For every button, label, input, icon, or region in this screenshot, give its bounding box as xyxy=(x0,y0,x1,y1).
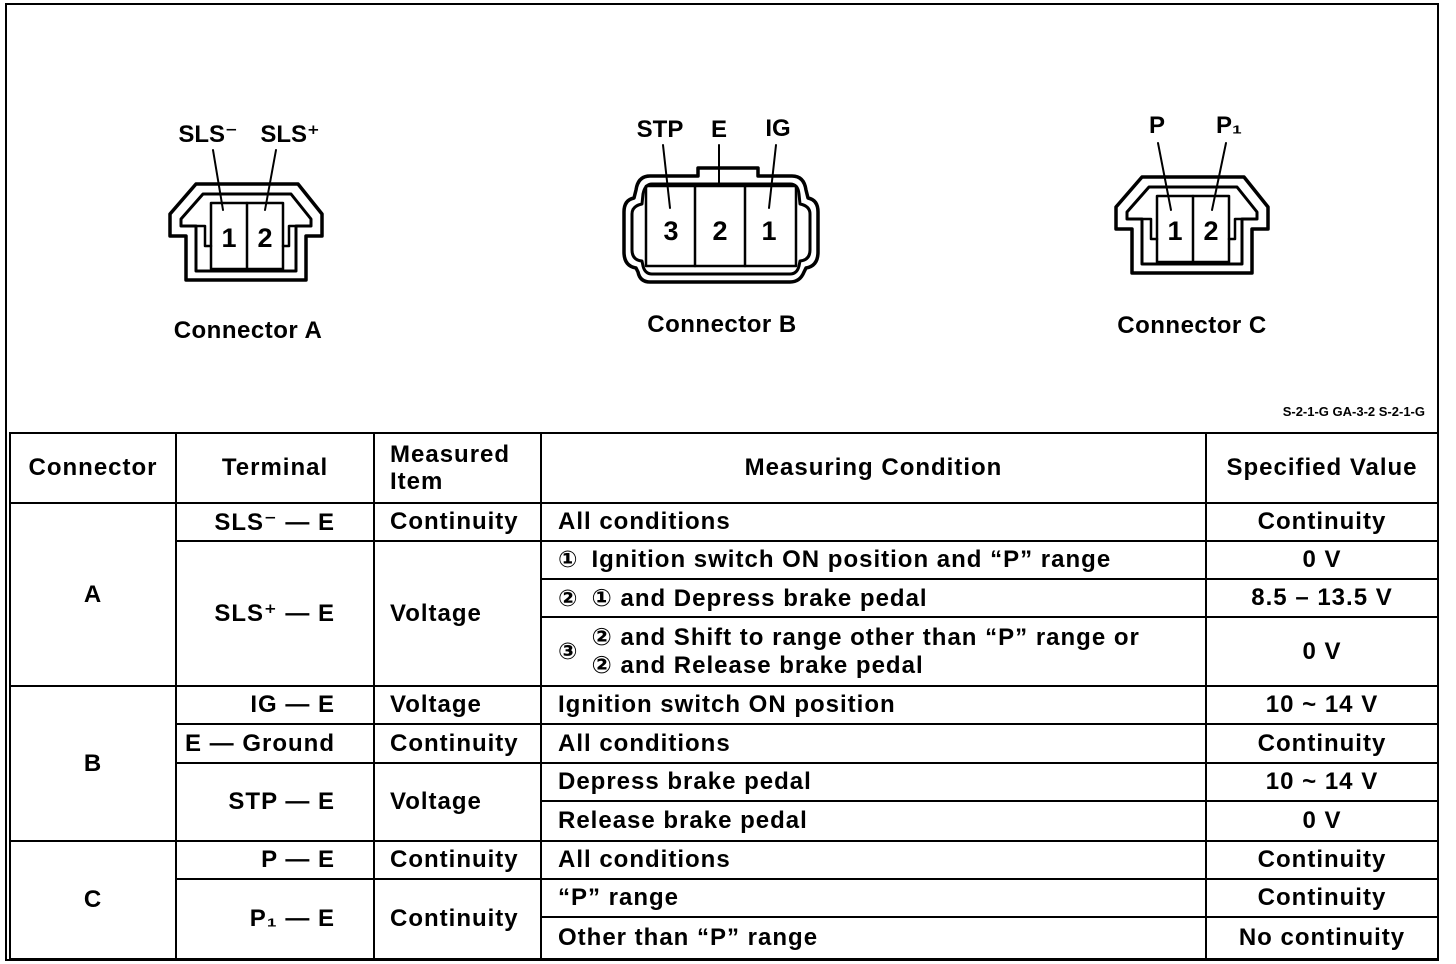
table-row xyxy=(10,763,1438,801)
condition-text: Ignition switch ON position and “P” range xyxy=(591,546,1112,573)
specified-value-cell: 0 V xyxy=(1206,801,1438,841)
condition-cell xyxy=(541,617,1206,686)
figure-reference-code: S-2-1-G GA-3-2 S-2-1-G xyxy=(1282,404,1425,419)
connector-cell-a: A xyxy=(10,503,176,686)
connector-b-caption: Connector B xyxy=(647,311,797,338)
header-terminal: Terminal xyxy=(176,433,374,503)
condition-cell: Other than “P” range xyxy=(541,917,1206,959)
connector-b-pin-2-number: 2 xyxy=(712,216,728,246)
condition-cell: All conditions xyxy=(541,724,1206,763)
measured-item-cell: Voltage xyxy=(374,686,541,724)
terminal-inspection-table xyxy=(9,432,1439,960)
specified-value-cell: Continuity xyxy=(1206,841,1438,879)
connector-cell-b: B xyxy=(10,686,176,841)
terminal-cell: IG — E xyxy=(176,686,374,724)
connector-c xyxy=(1116,177,1268,273)
connector-c-pin-1-number: 1 xyxy=(1167,216,1183,246)
connector-c-pin-1-label: P xyxy=(1148,112,1166,139)
condition-cell: Release brake pedal xyxy=(541,801,1206,841)
connector-c-left-latch xyxy=(1142,219,1157,239)
condition-cell: All conditions xyxy=(541,503,1206,541)
connector-a-right-latch xyxy=(283,226,296,246)
terminal-cell: SLS⁺ — E xyxy=(176,541,374,686)
table-row xyxy=(10,841,1438,879)
specified-value-cell: 10 ~ 14 V xyxy=(1206,686,1438,724)
connector-cell-c: C xyxy=(10,841,176,959)
connector-a-pin-2-number: 2 xyxy=(257,223,273,253)
condition-cell: Depress brake pedal xyxy=(541,763,1206,801)
connector-a-pin-2-label: SLS⁺ xyxy=(260,121,320,148)
condition-lines xyxy=(591,624,1139,680)
measured-item-cell: Continuity xyxy=(374,879,541,959)
specified-value-cell: 0 V xyxy=(1206,541,1438,579)
specified-value-cell: 8.5 – 13.5 V xyxy=(1206,579,1438,617)
condition-cell: Ignition switch ON position xyxy=(541,686,1206,724)
connector-a-pin-1-leader xyxy=(213,150,223,210)
terminal-cell: STP — E xyxy=(176,763,374,841)
condition-line-1: ② and Shift to range other than “P” range or xyxy=(591,623,1140,651)
connector-b xyxy=(624,145,818,282)
specified-value-cell: 0 V xyxy=(1206,617,1438,686)
connector-diagram xyxy=(0,0,1456,430)
table-row xyxy=(10,879,1438,917)
specified-value-cell: Continuity xyxy=(1206,503,1438,541)
step-marker: ① xyxy=(558,547,578,573)
condition-cell: “P” range xyxy=(541,879,1206,917)
specified-value-cell: Continuity xyxy=(1206,879,1438,917)
measured-item-cell: Continuity xyxy=(374,503,541,541)
connector-b-pin-3-label: STP xyxy=(636,116,684,143)
connector-a-pin-1-label: SLS⁻ xyxy=(178,121,238,148)
measured-item-cell: Voltage xyxy=(374,541,541,686)
condition-line-2: ② and Release brake pedal xyxy=(591,651,924,679)
header-measured-item-line-1: Measured xyxy=(390,441,511,468)
header-measured-item xyxy=(374,433,541,503)
table-row xyxy=(10,541,1438,579)
header-measuring-condition: Measuring Condition xyxy=(541,433,1206,503)
connector-b-pin-2-label: E xyxy=(710,116,728,143)
step-marker: ③ xyxy=(558,638,578,665)
header-specified-value: Specified Value xyxy=(1206,433,1438,503)
multi-line-condition xyxy=(558,624,1205,680)
header-connector: Connector xyxy=(10,433,176,503)
terminal-cell: P₁ — E xyxy=(176,879,374,959)
terminal-cell: E — Ground xyxy=(176,724,374,763)
connector-c-right-latch xyxy=(1229,219,1242,239)
header-measured-item-line-2: Item xyxy=(390,468,444,495)
condition-cell xyxy=(541,579,1206,617)
connector-a-left-latch xyxy=(196,226,211,246)
specified-value-cell: Continuity xyxy=(1206,724,1438,763)
table-row xyxy=(10,686,1438,724)
measured-item-cell: Voltage xyxy=(374,763,541,841)
specified-value-cell: 10 ~ 14 V xyxy=(1206,763,1438,801)
measured-item-cell: Continuity xyxy=(374,724,541,763)
measured-item-cell: Continuity xyxy=(374,841,541,879)
table-header-row xyxy=(10,433,1438,503)
connector-a-pin-1-number: 1 xyxy=(221,223,237,253)
terminal-cell: P — E xyxy=(176,841,374,879)
connector-b-pin-1-number: 1 xyxy=(761,216,777,246)
connector-a-caption: Connector A xyxy=(173,317,323,344)
terminal-cell: SLS⁻ — E xyxy=(176,503,374,541)
condition-cell xyxy=(541,541,1206,579)
connector-c-pin-2-number: 2 xyxy=(1203,216,1219,246)
condition-text: ① and Depress brake pedal xyxy=(591,584,928,612)
condition-cell: All conditions xyxy=(541,841,1206,879)
connector-c-pin-2-label: P₁ xyxy=(1216,112,1242,139)
step-marker: ② xyxy=(558,585,578,612)
connector-b-pin-1-label: IG xyxy=(765,115,791,142)
connector-a-pin-2-leader xyxy=(265,150,276,210)
table-row xyxy=(10,503,1438,541)
connector-b-pin-3-number: 3 xyxy=(663,216,679,246)
connector-c-caption: Connector C xyxy=(1117,312,1267,339)
table-row xyxy=(10,724,1438,763)
connector-a xyxy=(170,150,322,280)
specified-value-cell: No continuity xyxy=(1206,917,1438,959)
